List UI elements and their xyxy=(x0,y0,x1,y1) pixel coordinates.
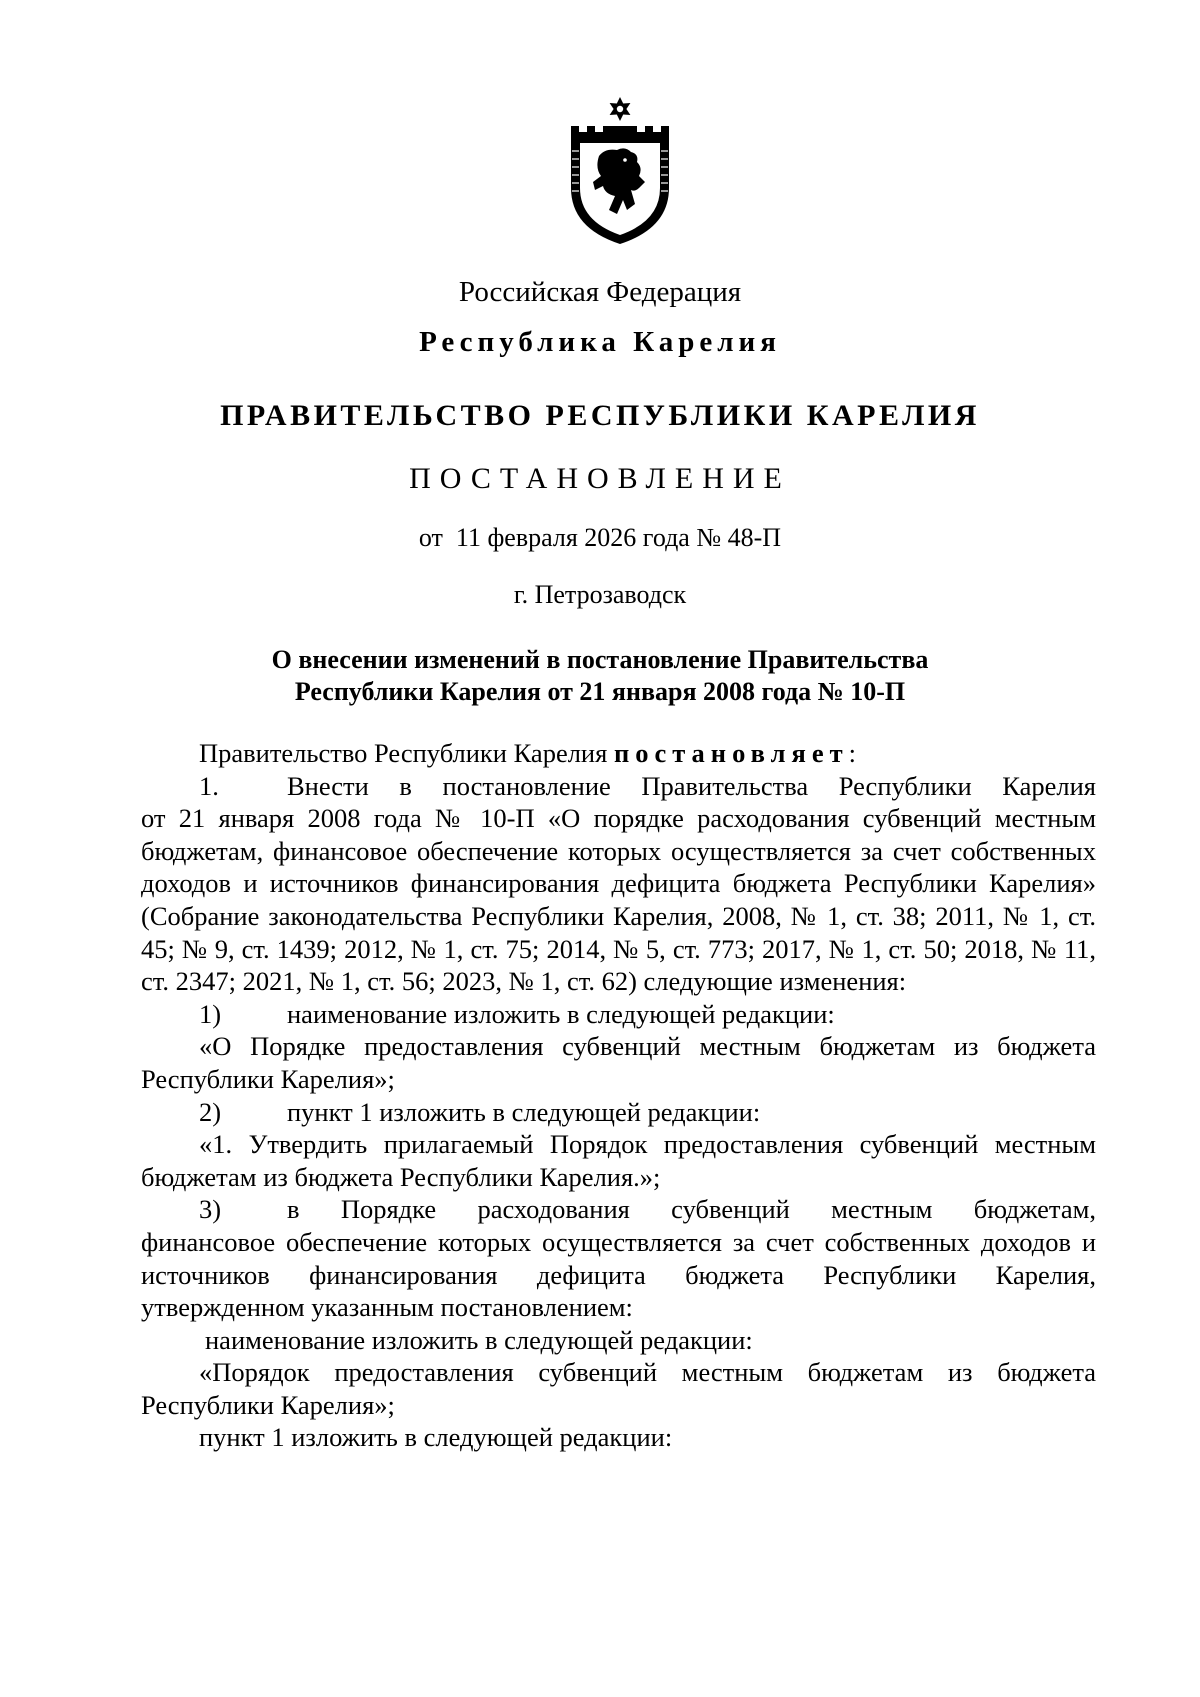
list-item xyxy=(141,770,1096,803)
country-name: Российская Федерация xyxy=(458,276,742,308)
item-text-continued: от 21 января 2008 года № 10-П «О порядке расходования субвенций местным бюджетам, финансовое обеспечение которых осуществляется за счет собственных доходов и источников финансирования дефицита бюджета Республики Карелия» (Собрание законодательства Республики Карелия, 2008, № 1, ст. 38; 2011, № 1, ст. 45; № 9, ст. 1439; 2012, № 1, ст. 75; 2014, № 5, ст. 773; 2017, № 1, ст. 50; 2018, № 11, ст. 2347; 2021, № 1, ст. 56; 2023, № 1, ст. 62) следующие изменения: xyxy=(141,803,1096,997)
list-item xyxy=(141,1096,1096,1129)
document-type: ПОСТАНОВЛЕНИЕ xyxy=(409,462,791,495)
document-city: г. Петрозаводск xyxy=(513,580,687,609)
intro-colon: : xyxy=(848,738,856,768)
item-text: Внести в постановление Правительства Республики Карелия xyxy=(287,770,1096,801)
document-body xyxy=(141,737,1096,1454)
item-number: 1. xyxy=(199,770,219,801)
document-title xyxy=(0,644,1200,708)
document-title-line: Республики Карелия от 21 января 2008 года № 10-П xyxy=(294,677,906,706)
item-text: пункт 1 изложить в следующей редакции: xyxy=(287,1096,761,1127)
item-text: наименование изложить в следующей редакции: xyxy=(287,998,835,1029)
paragraph: наименование изложить в следующей редакции: xyxy=(205,1324,753,1355)
intro-text: Правительство Республики Карелия xyxy=(199,738,614,768)
item-text: в Порядке расходования субвенций местным бюджетам, xyxy=(287,1194,1096,1225)
item-number: 3) xyxy=(199,1194,222,1225)
quoted-text: «1. Утвердить прилагаемый Порядок предоставления субвенций местным бюджетам из бюджета Республики Карелия.»; xyxy=(141,1129,1096,1192)
paragraph: пункт 1 изложить в следующей редакции: xyxy=(199,1422,673,1453)
document-date-number: от 11 февраля 2026 года № 48-П xyxy=(418,523,782,552)
item-number: 1) xyxy=(199,998,222,1029)
resolution-intro xyxy=(141,737,1096,770)
document-title-line: О внесении изменений в постановление Правительства xyxy=(271,645,929,674)
quoted-text: «О Порядке предоставления субвенций местным бюджетам из бюджета Республики Карелия»; xyxy=(141,1031,1096,1094)
list-item xyxy=(141,998,1096,1031)
list-item xyxy=(141,1193,1096,1226)
republic-name: Республика Карелия xyxy=(419,326,781,358)
quoted-text: «Порядок предоставления субвенций местным бюджетам из бюджета Республики Карелия»; xyxy=(141,1357,1096,1420)
resolves-word: постановляет xyxy=(613,738,849,768)
item-text-continued: финансовое обеспечение которых осуществляется за счет собственных доходов и источников финансирования дефицита бюджета Республики Карелия, утвержденном указанным постановлением: xyxy=(141,1226,1096,1323)
item-number: 2) xyxy=(199,1096,222,1127)
government-name: ПРАВИТЕЛЬСТВО РЕСПУБЛИКИ КАРЕЛИЯ xyxy=(220,399,980,432)
coat-of-arms-icon xyxy=(565,96,675,246)
